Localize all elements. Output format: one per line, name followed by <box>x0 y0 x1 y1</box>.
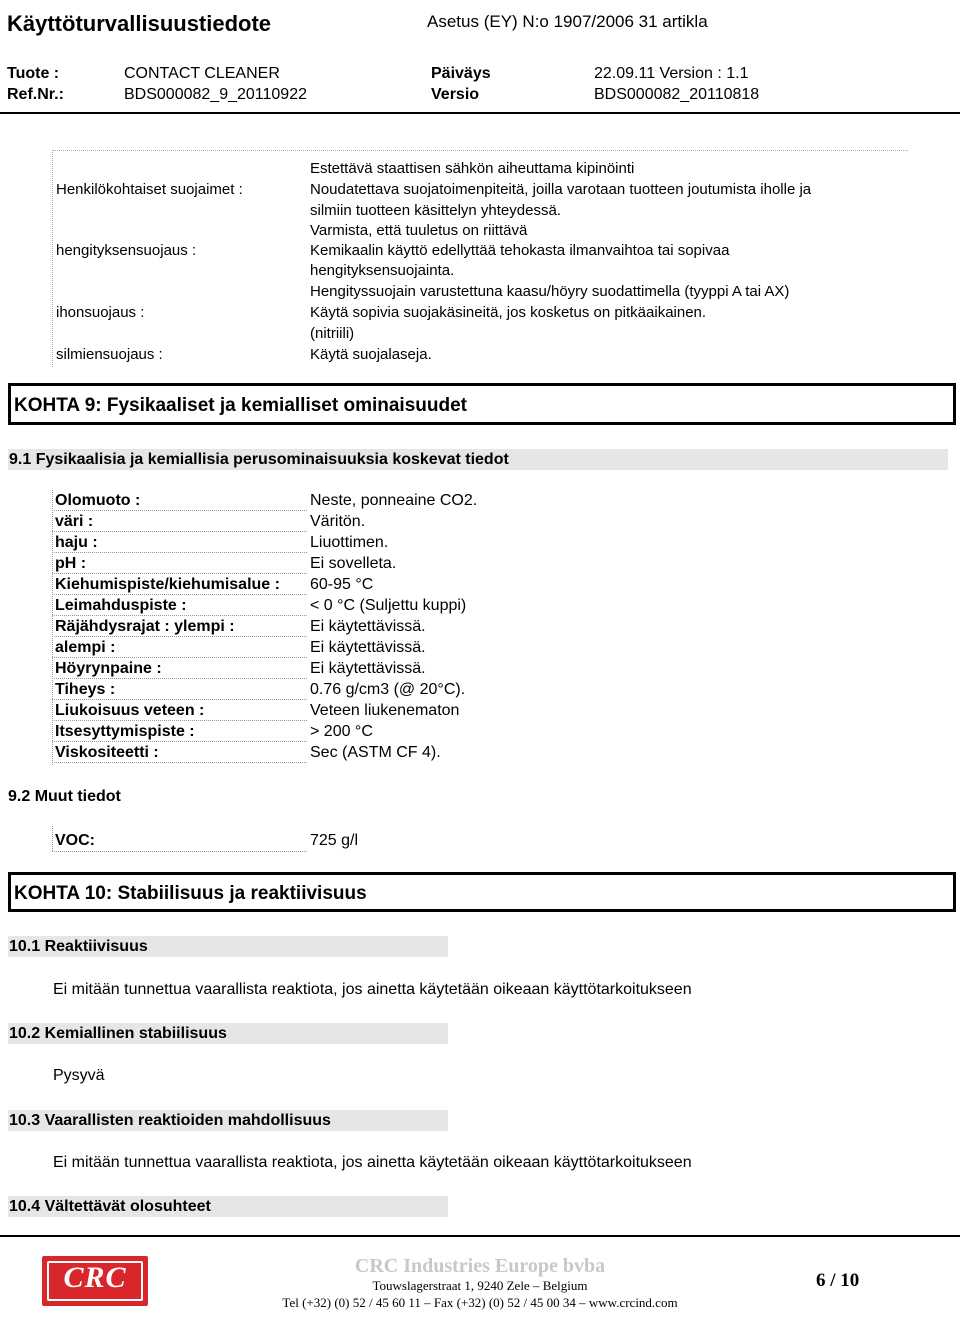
hazardous-reactions-text: Ei mitään tunnettua vaarallista reaktiota, jos ainetta käytetään oikeaan käyttötarkoitukseen <box>53 1154 692 1171</box>
property-label: Höyrynpaine : <box>55 660 162 677</box>
eye-protection-text: Käytä suojalaseja. <box>310 346 432 363</box>
row-separator <box>52 678 307 679</box>
row-separator <box>52 636 307 637</box>
section-10-heading: KOHTA 10: Stabiilisuus ja reaktiivisuus <box>8 872 956 912</box>
property-value: Ei käytettävissä. <box>310 639 426 656</box>
property-value: Neste, ponneaine CO2. <box>310 492 478 509</box>
version-value: BDS000082_20110818 <box>594 86 760 103</box>
property-value: Ei käytettävissä. <box>310 660 426 677</box>
property-label: alempi : <box>55 639 116 656</box>
logo-text: CRC <box>63 1261 127 1294</box>
company-name: CRC Industries Europe bvba <box>354 1255 606 1277</box>
company-contact: Tel (+32) (0) 52 / 45 60 11 – Fax (+32) (0) 52 / 45 00 34 – www.crcind.com <box>282 1295 678 1310</box>
eye-protection-label: silmiensuojaus : <box>56 346 163 363</box>
glove-material-text: (nitriili) <box>310 325 355 342</box>
section-9-heading: KOHTA 9: Fysikaaliset ja kemialliset ominaisuudet <box>8 383 956 425</box>
voc-table-border <box>52 826 53 851</box>
regulation-reference: Asetus (EY) N:o 1907/2006 31 artikla <box>427 12 708 31</box>
property-label: väri : <box>55 513 94 530</box>
ventilation-text: Varmista, että tuuletus on riittävä <box>310 222 528 239</box>
stability-text: Pysyvä <box>53 1067 105 1084</box>
row-separator <box>52 552 307 553</box>
row-separator <box>52 657 307 658</box>
respiratory-filter-text: Hengityssuojain varustettuna kaasu/höyry suodattimella (tyyppi A tai AX) <box>310 283 790 300</box>
personal-protection-label: Henkilökohtaiset suojaimet : <box>56 181 243 198</box>
respiratory-protection-label: hengityksensuojaus : <box>56 242 197 259</box>
row-separator <box>52 741 307 742</box>
version-label: Versio <box>431 86 480 103</box>
respiratory-text-1: Kemikaalin käyttö edellyttää tehokasta ilmanvaihtoa tai sopivaa <box>310 242 730 259</box>
subsection-9-2-heading: 9.2 Muut tiedot <box>8 788 121 805</box>
property-label: Itsesyttymispiste : <box>55 723 195 740</box>
company-address: Touwslagerstraat 1, 9240 Zele – Belgium <box>372 1278 588 1293</box>
property-value: Sec (ASTM CF 4). <box>310 744 441 761</box>
subsection-9-1-heading: 9.1 Fysikaalisia ja kemiallisia perusominaisuuksia koskevat tiedot <box>8 449 948 470</box>
row-separator <box>52 573 307 574</box>
row-separator <box>52 762 307 763</box>
header-rule <box>0 112 960 114</box>
property-value: Ei käytettävissä. <box>310 618 426 635</box>
property-value: < 0 °C (Suljettu kuppi) <box>310 597 467 614</box>
property-value: Liuottimen. <box>310 534 389 551</box>
subsection-10-3-heading: 10.3 Vaarallisten reaktioiden mahdollisuus <box>8 1110 448 1131</box>
reactivity-text: Ei mitään tunnettua vaarallista reaktiota, jos ainetta käytetään oikeaan käyttötarkoitukseen <box>53 981 692 998</box>
voc-label: VOC: <box>55 832 95 849</box>
property-label: Liukoisuus veteen : <box>55 702 205 719</box>
product-label: Tuote : <box>7 65 60 82</box>
row-separator <box>52 531 307 532</box>
row-separator <box>52 851 307 852</box>
voc-value: 725 g/l <box>310 832 359 849</box>
static-electricity-text: Estettävä staattisen sähkön aiheuttama kipinöinti <box>310 160 635 177</box>
property-label: pH : <box>55 555 87 572</box>
page-number: 6 / 10 <box>816 1270 860 1291</box>
ref-value: BDS000082_9_20110922 <box>124 86 307 103</box>
row-separator <box>52 510 307 511</box>
subsection-10-4-heading: 10.4 Vältettävät olosuhteet <box>8 1196 448 1217</box>
row-separator <box>52 720 307 721</box>
property-value: Veteen liukenematon <box>310 702 460 719</box>
property-value: Väritön. <box>310 513 366 530</box>
document-title: Käyttöturvallisuustiedote <box>7 11 272 36</box>
row-separator <box>52 615 307 616</box>
property-label: Leimahduspiste : <box>55 597 187 614</box>
respiratory-text-2: hengityksensuojainta. <box>310 262 455 279</box>
subsection-10-2-heading: 10.2 Kemiallinen stabiilisuus <box>8 1023 448 1044</box>
row-separator <box>52 594 307 595</box>
row-separator <box>52 699 307 700</box>
date-value: 22.09.11 Version : 1.1 <box>594 65 749 82</box>
property-label: Olomuoto : <box>55 492 141 509</box>
skin-protection-text: Käytä sopivia suojakäsineitä, jos kosketus on pitkäaikainen. <box>310 304 707 321</box>
date-label: Päiväys <box>431 65 491 82</box>
property-value: 0.76 g/cm3 (@ 20°C). <box>310 681 466 698</box>
property-label: Kiehumispiste/kiehumisalue : <box>55 576 280 593</box>
personal-protection-text-1: Noudatettava suojatoimenpiteitä, joilla varotaan tuotteen joutumista iholle ja <box>310 181 812 198</box>
personal-protection-text-2: silmiin tuotteen käsittelyn yhteydessä. <box>310 202 561 219</box>
footer-rule <box>0 1235 960 1237</box>
property-label: haju : <box>55 534 98 551</box>
property-value: Ei sovelleta. <box>310 555 397 572</box>
skin-protection-label: ihonsuojaus : <box>56 304 145 321</box>
property-label: Viskositeetti : <box>55 744 159 761</box>
ref-label: Ref.Nr.: <box>7 86 64 103</box>
property-value: 60-95 °C <box>310 576 374 593</box>
product-value: CONTACT CLEANER <box>124 65 280 82</box>
property-value: > 200 °C <box>310 723 373 740</box>
subsection-10-1-heading: 10.1 Reaktiivisuus <box>8 936 448 957</box>
property-label: Tiheys : <box>55 681 116 698</box>
property-label: Räjähdysrajat : ylempi : <box>55 618 235 635</box>
